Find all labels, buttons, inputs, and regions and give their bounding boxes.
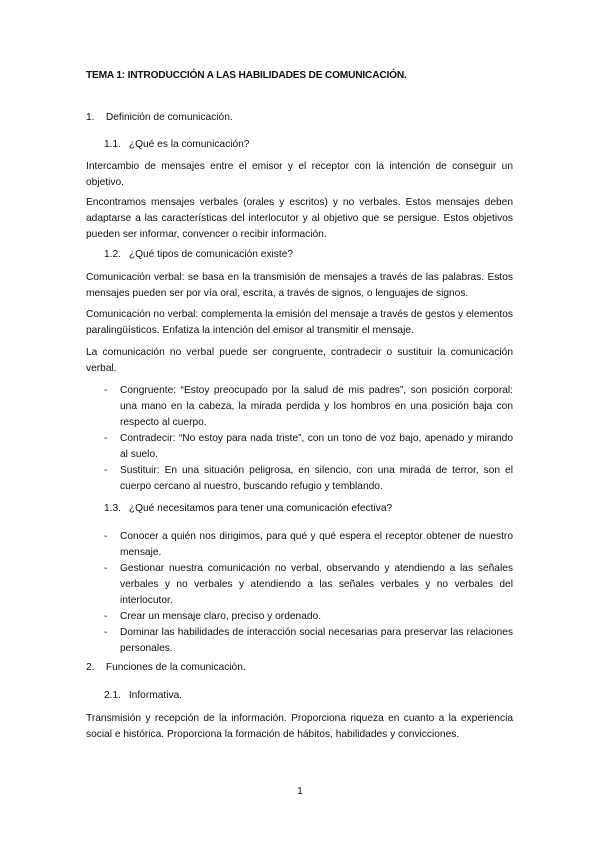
list-item	[86, 383, 513, 431]
list-item-text: Contradecir: “No estoy para nada triste”, con un tono de voz bajo, apenado y mirando al suelo.	[120, 433, 513, 460]
subsection-1-1-title: ¿Qué es la comunicación?	[128, 139, 250, 150]
document-title: TEMA 1: INTRODUCCIÓN A LAS HABILIDADES DE COMUNICACIÓN.	[86, 70, 407, 81]
list-item-text: Congruente: “Estoy preocupado por la salud de mis padres”, son posición corporal: una mano en la cabeza, la mirada perdida y los hombros en una posición baja con respecto al cuerpo.	[120, 385, 513, 428]
subsection-2-1-title: Informativa.	[128, 690, 183, 701]
paragraph: Comunicación verbal: se basa en la transmisión de mensajes a través de las palabras. Estos mensajes pueden ser por vía oral, escrita, a través de signos, o lenguajes de signos.	[86, 272, 513, 299]
list-item-text: Dominar las habilidades de interacción social necesarias para preservar las relaciones personales.	[120, 627, 513, 654]
subsection-1-2-heading	[104, 249, 293, 260]
list-marker: -	[104, 531, 108, 542]
subsection-1-3-number: 1.3.	[104, 503, 121, 514]
list-marker: -	[104, 563, 108, 574]
section-1-number: 1.	[86, 112, 95, 123]
list-item	[86, 609, 513, 625]
paragraph: Encontramos mensajes verbales (orales y escritos) y no verbales. Estos mensajes deben adaptarse a las características del interlocutor y al objetivo que se persigue. Estos objetivos pueden ser informar, convencer o recibir información.	[86, 197, 513, 240]
bullet-list-types	[86, 383, 513, 495]
paragraph: La comunicación no verbal puede ser congruente, contradecir o sustituir la comunicación verbal.	[86, 347, 513, 374]
section-2-heading	[86, 662, 246, 673]
list-item-text: Conocer a quién nos dirigimos, para qué y qué espera el receptor obtener de nuestro mensaje.	[120, 531, 513, 558]
section-1-title: Definición de comunicación.	[105, 112, 233, 123]
list-marker: -	[104, 465, 108, 476]
subsection-2-1-number: 2.1.	[104, 690, 121, 701]
paragraph: Transmisión y recepción de la información. Proporciona riqueza en cuanto a la experiencia social e histórica. Proporciona la formación de hábitos, habilidades y convicciones.	[86, 713, 513, 740]
list-item	[86, 529, 513, 561]
list-item-text: Sustituir: En una situación peligrosa, en silencio, con una mirada de terror, son el cuerpo cercano al nuestro, buscando refugio y temblando.	[120, 465, 513, 492]
paragraph: Comunicación no verbal: complementa la emisión del mensaje a través de gestos y elementos paralingüísticos. Enfatiza la intención del emisor al transmitir el mensaje.	[86, 309, 513, 336]
subsection-1-2-number: 1.2.	[104, 249, 121, 260]
section-2-title: Funciones de la comunicación.	[105, 662, 246, 673]
list-marker: -	[104, 385, 108, 396]
list-marker: -	[104, 433, 108, 444]
paragraph: Intercambio de mensajes entre el emisor y el receptor con la intención de conseguir un objetivo.	[86, 161, 513, 188]
subsection-1-1-number: 1.1.	[104, 139, 121, 150]
list-marker: -	[104, 627, 108, 638]
subsection-2-1-heading	[104, 690, 182, 701]
list-item	[86, 431, 513, 463]
subsection-1-2-title: ¿Qué tipos de comunicación existe?	[128, 249, 294, 260]
list-item	[86, 463, 513, 495]
list-item	[86, 625, 513, 657]
bullet-list-effective	[86, 529, 513, 657]
section-1-heading	[86, 112, 233, 123]
list-item	[86, 561, 513, 609]
subsection-1-3-title: ¿Qué necesitamos para tener una comunicación efectiva?	[128, 503, 393, 514]
page-number: 1	[297, 786, 303, 797]
list-item-text: Gestionar nuestra comunicación no verbal, observando y atendiendo a las señales verbales y no verbales y atendiendo a las señales verbales y no verbales del interlocutor.	[120, 563, 513, 606]
section-2-number: 2.	[86, 662, 95, 673]
subsection-1-1-heading	[104, 139, 249, 150]
subsection-1-3-heading	[104, 503, 392, 514]
list-item-text: Crear un mensaje claro, preciso y ordenado.	[120, 611, 322, 622]
list-marker: -	[104, 611, 108, 622]
